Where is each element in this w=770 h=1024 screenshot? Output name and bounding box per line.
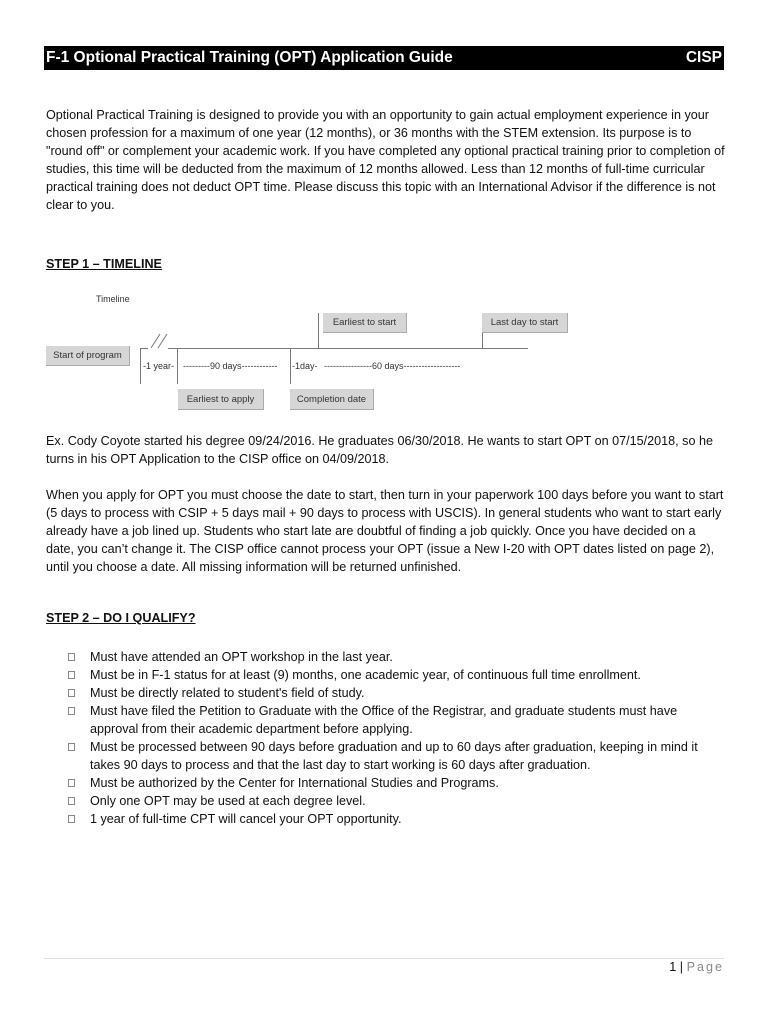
- list-item: Must be in F-1 status for at least (9) months, one academic year, of continuous full time enrollment.: [66, 666, 726, 684]
- page-footer: [600, 960, 724, 974]
- checkbox-icon: [68, 653, 75, 661]
- org-name: CISP: [685, 49, 722, 66]
- ninety-days-label: ---------90 days------------: [183, 361, 278, 371]
- tick-last-day: [482, 333, 483, 349]
- title-bar: [44, 46, 724, 70]
- document-title: F-1 Optional Practical Training (OPT) Application Guide: [46, 49, 453, 66]
- tick-earliest-start: [318, 313, 319, 349]
- last-day-to-start-box: Last day to start: [482, 313, 568, 333]
- example-paragraph: Ex. Cody Coyote started his degree 09/24/2016. He graduates 06/30/2018. He wants to start OPT on 07/15/2018, so he turns in his OPT Application to the CISP office on 04/09/2018.: [46, 434, 713, 466]
- page-number: 1: [669, 960, 677, 974]
- sixty-days-label: ----------------60 days-------------------: [324, 361, 461, 371]
- list-item: Must be directly related to student's field of study.: [66, 684, 726, 702]
- tick-apply: [177, 348, 178, 384]
- tick-completion: [290, 348, 291, 384]
- page-label: Page: [686, 960, 724, 974]
- axis-start: [140, 348, 148, 349]
- checkbox-icon: [68, 815, 75, 823]
- list-item: Only one OPT may be used at each degree level.: [66, 792, 726, 810]
- checkbox-icon: [68, 797, 75, 805]
- earliest-to-apply-box: Earliest to apply: [178, 389, 264, 410]
- page-separator: |: [679, 960, 684, 974]
- list-item: Must be authorized by the Center for International Studies and Programs.: [66, 774, 726, 792]
- step1-heading: STEP 1 – TIMELINE: [46, 257, 162, 271]
- start-of-program-box: Start of program: [46, 346, 130, 366]
- checkbox-icon: [68, 779, 75, 787]
- checkbox-icon: [68, 707, 75, 715]
- one-year-label: -1 year-: [143, 361, 175, 371]
- step2-heading: STEP 2 – DO I QUALIFY?: [46, 611, 196, 625]
- completion-date-box: Completion date: [290, 389, 374, 410]
- timeline-label: Timeline: [96, 294, 130, 304]
- one-day-label: -1day-: [292, 361, 318, 371]
- apply-info-paragraph: When you apply for OPT you must choose the date to start, then turn in your paperwork 100 days before you want to start (5 days to process with CSIP + 5 days mail + 90 days to process with USCIS). In general students who want to start early already have a job lined up. Students who start late are doubtful of finding a job quickly. Once you have decided on a date, you can’t change it. The CISP office cannot process your OPT (issue a New I-20 with OPT dates listed on page 2), until you choose a date. All missing information will be returned unfinished.: [46, 488, 724, 574]
- list-item: Must have attended an OPT workshop in the last year.: [66, 648, 726, 666]
- earliest-to-start-box: Earliest to start: [323, 313, 407, 333]
- footer-divider: [44, 958, 724, 959]
- list-item: Must be processed between 90 days before graduation and up to 60 days after graduation, keeping in mind it takes 90 days to process and that the last day to start working is 60 days after graduation.: [66, 738, 726, 774]
- intro-paragraph: Optional Practical Training is designed to provide you with an opportunity to gain actual employment experience in your chosen profession for a maximum of one year (12 months), or 36 months with the STEM extension. Its purpose is to "round off" or complement your academic work. If you have completed any optional practical training prior to completion of studies, this time will be deducted from the maximum of 12 months allowed. Less than 12 months of full-time curricular practical training does not deduct OPT time. Please discuss this topic with an International Advisor if the difference is not clear to you.: [46, 108, 725, 212]
- list-item: 1 year of full-time CPT will cancel your OPT opportunity.: [66, 810, 726, 828]
- list-item: Must have filed the Petition to Graduate with the Office of the Registrar, and graduate students must have approval from their academic department before applying.: [66, 702, 726, 738]
- checkbox-icon: [68, 743, 75, 751]
- checkbox-icon: [68, 689, 75, 697]
- qualification-list: [66, 648, 726, 828]
- axis-break-icon: [148, 330, 170, 350]
- checkbox-icon: [68, 671, 75, 679]
- timeline-axis: [168, 348, 528, 349]
- tick-program: [140, 348, 141, 384]
